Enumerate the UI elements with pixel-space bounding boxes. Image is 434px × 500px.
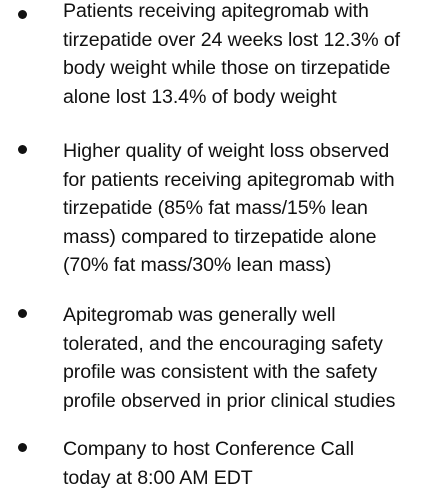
bullet-dot-icon: [18, 10, 27, 19]
bullet-text: Apitegromab was generally well tolerated, and the encouraging safety profile was consistent with the safety profile observed in prior clinical studies: [63, 304, 396, 412]
bullet-dot-icon: [18, 443, 27, 452]
bullet-text: Higher quality of weight loss observed for patients receiving apitegromab with tirzepatide (85% fat mass/15% lean mass) compared to tirzepatide alone (70% fat mass/30% lean mass): [63, 140, 395, 276]
bullet-dot-icon: [18, 145, 27, 154]
bullet-dot-icon: [18, 309, 27, 318]
bullet-text: Company to host Conference Call today at 8:00 AM EDT: [63, 438, 354, 489]
bullet-text: Patients receiving apitegromab with tirzepatide over 24 weeks lost 12.3% of body weight while those on tirzepatide alone lost 13.4% of body weight: [63, 0, 401, 108]
